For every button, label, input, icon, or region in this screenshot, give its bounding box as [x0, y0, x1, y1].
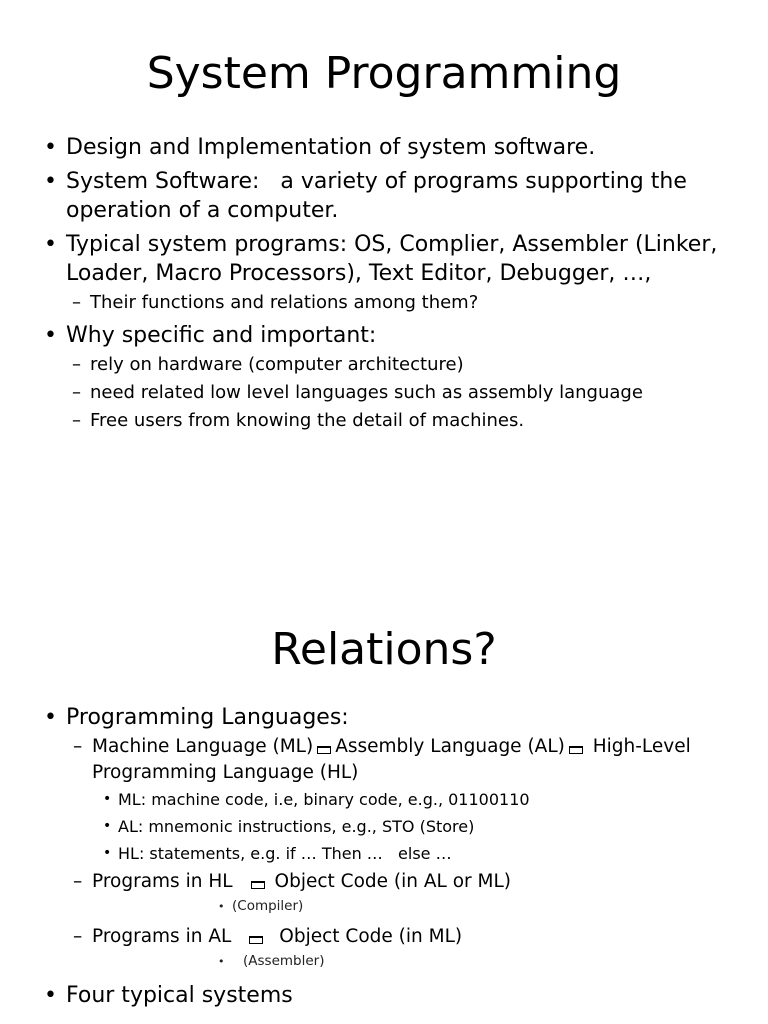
tool-compiler: • (Compiler) [0, 895, 768, 918]
definition-al: • AL: mnemonic instructions, e.g., STO (Store) [0, 813, 768, 840]
bullet-programming-languages: • Programming Languages: [0, 703, 768, 732]
label-programs-al: Programs in AL [92, 926, 232, 947]
sub-bullet-al-to-object [0, 924, 768, 950]
sub-bullet-free-users: – Free users from knowing the detail of machines. [0, 408, 768, 434]
tool-assembler: • (Assembler) [0, 950, 768, 973]
definition-ml: • ML: machine code, i.e, binary code, e.g., 01100110 [0, 786, 768, 813]
definition-hl: • HL: statements, e.g. if … Then … else … [0, 840, 768, 867]
label-ml: Machine Language (ML) [92, 736, 314, 757]
bullet-design: • Design and Implementation of system software. [0, 133, 768, 162]
label-programs-hl: Programs in HL [92, 871, 233, 892]
sub-bullet-hl-to-object [0, 869, 768, 895]
sub-bullet-functions: – Their functions and relations among them? [0, 290, 768, 316]
arrow-icon [251, 881, 265, 889]
sub-bullet-low-level: – need related low level languages such as assembly language [0, 380, 768, 406]
bullet-list [0, 703, 768, 1010]
bullet-list [0, 133, 768, 434]
bullet-four-systems: • Four typical systems [0, 981, 768, 1010]
slide-relations [0, 560, 768, 1024]
arrow-icon [317, 746, 331, 754]
sub-bullet-hardware: – rely on hardware (computer architecture) [0, 352, 768, 378]
arrow-icon [249, 936, 263, 944]
label-object-code-hl: Object Code (in AL or ML) [274, 871, 512, 892]
bullet-system-software: • System Software: a variety of programs supporting the operation of a computer. [0, 167, 768, 225]
label-hl: High-Level Programming Language (HL) [92, 736, 691, 783]
bullet-why-specific: • Why specific and important: [0, 321, 768, 350]
sub-bullet-language-chain [0, 734, 768, 786]
slide-title: Relations? [271, 624, 497, 675]
arrow-icon [569, 746, 583, 754]
slide-title: System Programming [146, 48, 622, 99]
label-al: Assembly Language (AL) [335, 736, 565, 757]
bullet-typical-programs: • Typical system programs: OS, Complier, Assembler (Linker, Loader, Macro Processors), Text Editor, Debugger, …, [0, 230, 768, 288]
label-object-code-al: Object Code (in ML) [279, 926, 463, 947]
